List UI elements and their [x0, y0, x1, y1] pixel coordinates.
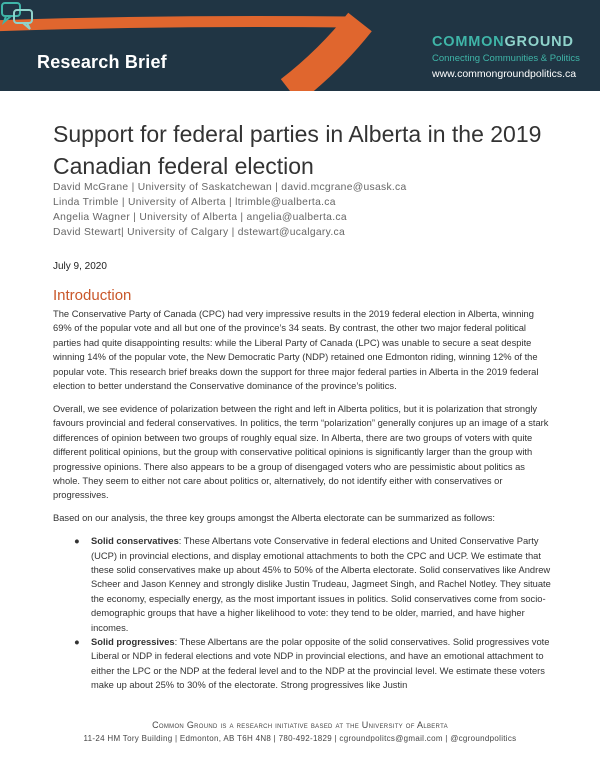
- bullet-icon: ●: [74, 536, 80, 547]
- bullet-icon: ●: [74, 637, 80, 648]
- page-footer: [0, 719, 600, 745]
- speech-bubbles-logo-icon: [0, 0, 36, 30]
- bullet-text: : These Albertans vote Conservative in federal elections and United Conservative Party (UCP) in provincial elections, and display emotional attachments to both the CPC and UCP. We estimate that these solid conservatives make up about 45% to 50% of the Alberta electorate. Solid conservatives like Andrew Scheer and Jason Kenney and strongly dislike Justin Trudeau, Jagmeet Singh, and Rachel Notley. They situate the economy, especially energy, as the most important issues in politics. Solid conservatives come from socio-demographic groups that have a higher likelihood to vote: they tend to be older, married, and have higher incomes.: [91, 536, 551, 633]
- brand-name: COMMONGROUND: [432, 34, 574, 50]
- list-item: [53, 635, 553, 693]
- author-line: Angelia Wagner | University of Alberta | angelia@ualberta.ca: [53, 212, 347, 223]
- author-list: [53, 180, 407, 240]
- author-line: Linda Trimble | University of Alberta | ltrimble@ualberta.ca: [53, 197, 336, 208]
- body-text: [53, 307, 553, 693]
- brand-tagline: Connecting Communities & Politics: [432, 53, 580, 64]
- paragraph: The Conservative Party of Canada (CPC) had very impressive results in the 2019 federal election in Alberta, winning 69% of the popular vote and all but one of the province’s 34 seats. By contrast, the other two major federal political parties had quite disappointing results: while the Liberal Party of Canada (LPC) was unable to secure a seat despite winning 14% of the popular vote, the New Democratic Party (NDP) retained one Edmonton riding, winning 12% of the popular vote. This research brief breaks down the support for three major federal parties in Alberta in the 2019 federal election to better understand the Conservative dominance of the province’s politics.: [53, 309, 539, 392]
- paragraph: Based on our analysis, the three key groups amongst the Alberta electorate can be summarized as follows:: [53, 513, 495, 524]
- page-header: [0, 0, 600, 91]
- bullet-term: Solid progressives: [91, 637, 175, 648]
- author-line: David Stewart| University of Calgary | dstewart@ucalgary.ca: [53, 227, 345, 238]
- bullet-list: [53, 534, 553, 692]
- brand-url[interactable]: www.commongroundpolitics.ca: [432, 68, 577, 80]
- bullet-text: : These Albertans are the polar opposite of the solid conservatives. Solid progressives vote Liberal or NDP in federal elections and vote NDP in provincial elections, and have an emotional attachment to either the LPC or the NDP at the federal level and to the NDP at the provincial level. We estimate these voters make up about 25% to 30% of the electorate. Strong progressives like Justin: [91, 637, 550, 691]
- footer-line-1: Common Ground is a research initiative based at the University of Alberta: [152, 720, 448, 730]
- paragraph: Overall, we see evidence of polarization between the right and left in Alberta politics, but it is polarization that strongly favours provincial and federal conservatives. In politics, the term “polarization” generally conjures up an image of a stark differences of opinion between two groups of roughly equal size. In Alberta, there are two groups of voters with quite different political opinions, but the group with conservative political opinions is significantly larger than the group with progressive opinions. There also appears to be a group of disengaged voters who are pessimistic about politics as whole. They seem to either not care about politics or, alternatively, do not identify either with conservatives or progressives.: [53, 403, 549, 501]
- list-item: [53, 534, 553, 635]
- section-heading-introduction: Introduction: [53, 287, 132, 304]
- page-title: Support for federal parties in Alberta in the 2019 Canadian federal election: [53, 121, 542, 179]
- publication-date: July 9, 2020: [53, 261, 107, 272]
- author-line: David McGrane | University of Saskatchewan | david.mcgrane@usask.ca: [53, 182, 407, 193]
- footer-line-2: 11-24 HM Tory Building | Edmonton, AB T6H 4N8 | 780-492-1829 | cgroundpolitcs@gmail.com | @cgroundpolitics: [83, 734, 517, 743]
- research-brief-label: Research Brief: [37, 52, 167, 72]
- bullet-term: Solid conservatives: [91, 536, 179, 547]
